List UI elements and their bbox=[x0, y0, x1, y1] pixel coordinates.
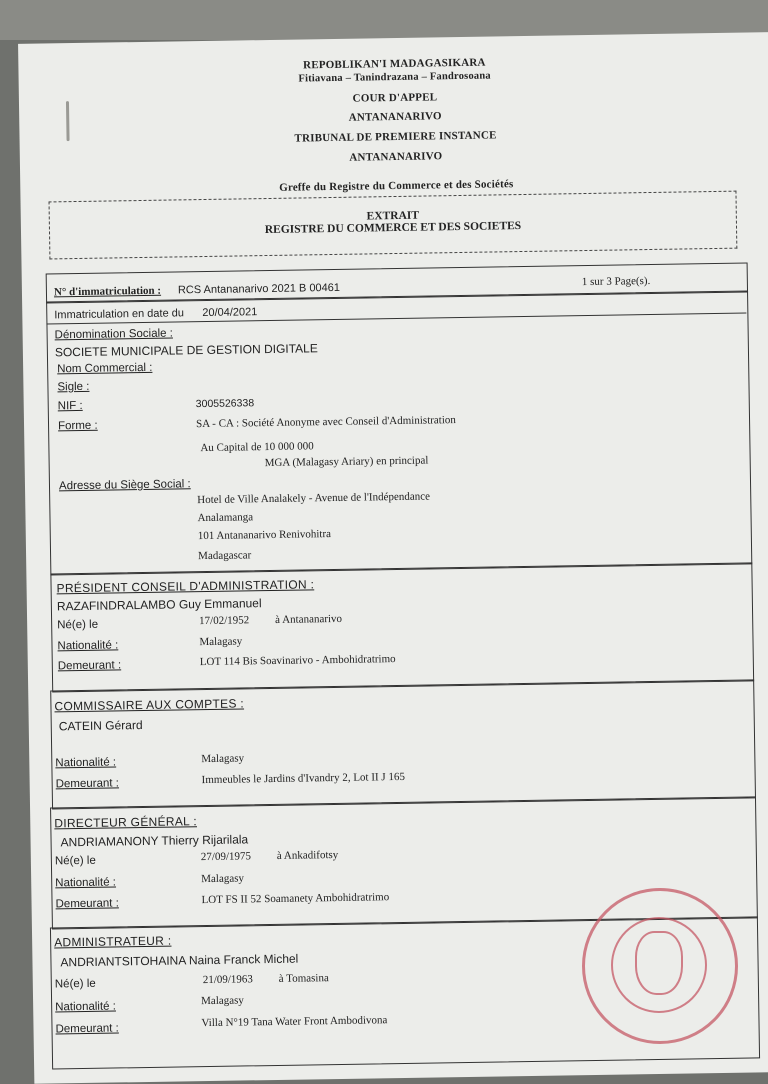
forme-label: Forme : bbox=[57, 419, 98, 433]
president-name: RAZAFINDRALAMBO Guy Emmanuel bbox=[56, 596, 262, 614]
adresse-label: Adresse du Siège Social : bbox=[58, 478, 191, 493]
administrateur-residence: Villa N°19 Tana Water Front Ambodivona bbox=[201, 1014, 388, 1030]
administrateur-birth-label: Né(e) le bbox=[54, 977, 96, 991]
page-count: 1 sur 3 Page(s). bbox=[581, 275, 651, 289]
president-nationality: Malagasy bbox=[199, 635, 243, 649]
sigle-label: Sigle : bbox=[57, 380, 90, 394]
header-country: REPOBLIKAN'I MADAGASIKARA bbox=[303, 56, 486, 72]
administrateur-name: ANDRIANTSITOHAINA Naina Franck Michel bbox=[60, 951, 299, 970]
registration-date-label: Immatriculation en date du bbox=[54, 307, 185, 322]
adresse-line-3: 101 Antananarivo Renivohitra bbox=[197, 528, 332, 543]
adresse-line-1: Hotel de Ville Analakely - Avenue de l'Indépendance bbox=[197, 490, 431, 507]
nif-label: NIF : bbox=[57, 399, 83, 413]
administrateur-title: ADMINISTRATEUR : bbox=[54, 933, 172, 950]
commissaire-nationality-label: Nationalité : bbox=[55, 756, 117, 770]
directeur-birth-place: à Ankadifotsy bbox=[276, 848, 339, 862]
banner-subtitle: REGISTRE DU COMMERCE ET DES SOCIETES bbox=[264, 220, 522, 237]
administrateur-nationality-label: Nationalité : bbox=[55, 1000, 117, 1014]
forme-value: SA - CA : Société Anonyme avec Conseil d'Administration bbox=[195, 414, 456, 431]
denomination-value: SOCIETE MUNICIPALE DE GESTION DIGITALE bbox=[54, 341, 318, 360]
registration-number: RCS Antananarivo 2021 B 00461 bbox=[177, 281, 341, 297]
directeur-residence: LOT FS II 52 Soamanety Ambohidratrimo bbox=[201, 891, 390, 907]
capital-amount: Au Capital de 10 000 000 bbox=[200, 440, 314, 455]
directeur-residence-label: Demeurant : bbox=[55, 897, 119, 911]
extract-banner bbox=[49, 191, 738, 260]
administrateur-birth-date: 21/09/1963 bbox=[202, 973, 253, 987]
adresse-line-4: Madagascar bbox=[198, 549, 252, 563]
header-motto: Fitiavana – Tanindrazana – Fandrosoana bbox=[298, 70, 491, 85]
adresse-line-2: Analamanga bbox=[197, 511, 254, 525]
directeur-birth-label: Né(e) le bbox=[54, 854, 96, 868]
commissaire-residence: Immeubles le Jardins d'Ivandry 2, Lot II J 165 bbox=[201, 770, 406, 787]
directeur-birth-date: 27/09/1975 bbox=[200, 850, 252, 864]
commissaire-title: COMMISSAIRE AUX COMPTES : bbox=[54, 696, 245, 714]
president-birth-place: à Antananarivo bbox=[275, 612, 343, 626]
header-greffe: Greffe du Registre du Commerce et des Sociétés bbox=[279, 178, 514, 194]
president-birth-label: Né(e) le bbox=[57, 618, 99, 632]
directeur-title: DIRECTEUR GÉNÉRAL : bbox=[54, 814, 198, 831]
header-city-2: ANTANANARIVO bbox=[349, 150, 443, 164]
header-court: COUR D'APPEL bbox=[352, 91, 438, 105]
stamp-emblem bbox=[635, 931, 683, 995]
president-residence-label: Demeurant : bbox=[57, 659, 122, 673]
registration-label: N° d'immatriculation : bbox=[53, 284, 162, 299]
header-tribunal: TRIBUNAL DE PREMIERE INSTANCE bbox=[294, 129, 497, 145]
directeur-nationality: Malagasy bbox=[201, 872, 245, 886]
nom-commercial-label: Nom Commercial : bbox=[57, 361, 153, 376]
commissaire-nationality: Malagasy bbox=[201, 752, 245, 766]
president-birth-date: 17/02/1952 bbox=[199, 614, 250, 628]
denomination-label: Dénomination Sociale : bbox=[54, 327, 173, 342]
commissaire-residence-label: Demeurant : bbox=[55, 777, 120, 791]
capital-currency: MGA (Malagasy Ariary) en principal bbox=[264, 454, 429, 470]
administrateur-residence-label: Demeurant : bbox=[55, 1022, 119, 1036]
registration-date: 20/04/2021 bbox=[202, 306, 258, 320]
directeur-nationality-label: Nationalité : bbox=[55, 876, 117, 890]
commissaire-name: CATEIN Gérard bbox=[58, 718, 143, 734]
president-title: PRÉSIDENT CONSEIL D'ADMINISTRATION : bbox=[56, 577, 315, 596]
banner-title: EXTRAIT bbox=[366, 209, 420, 223]
header-city-1: ANTANANARIVO bbox=[348, 110, 442, 124]
directeur-name: ANDRIAMANONY Thierry Rijarilala bbox=[60, 832, 249, 850]
administrateur-birth-place: à Tomasina bbox=[278, 972, 329, 985]
nif-value: 3005526338 bbox=[195, 397, 255, 411]
tribunal-stamp bbox=[582, 888, 738, 1044]
president-nationality-label: Nationalité : bbox=[57, 639, 119, 653]
administrateur-nationality: Malagasy bbox=[201, 994, 244, 1008]
president-residence: LOT 114 Bis Soavinarivo - Ambohidratrimo bbox=[199, 653, 396, 669]
